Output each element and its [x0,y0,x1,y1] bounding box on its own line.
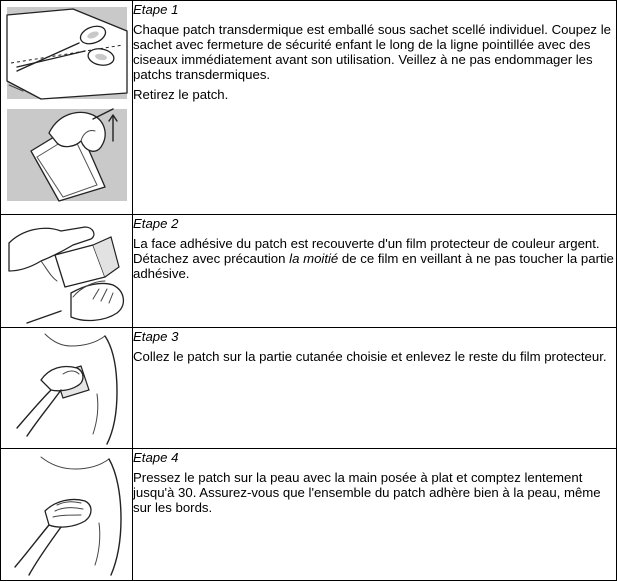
step-2-text-emphasis: la moitié [289,251,339,266]
step-2-title: Etape 2 [133,216,179,231]
hands-peeling-film-illustration [1,215,132,327]
step-4-illustration-cell [1,449,133,581]
step-3-text-cell [133,328,617,449]
step-1-paragraph-1: Chaque patch transdermique est emballé sous sachet scellé individuel. Coupez le sachet avec fermeture de sécurité enfant le long de la ligne pointillée avec des ciseaux immédiatement avant son utilisation. Veillez à ne pas endommager les patchs transdermiques. [133,22,611,82]
step-3-title: Etape 3 [133,329,179,344]
step-2-text-before: La face adhésive du patch est recouverte d'un film protecteur de couleur argent. Détachez avec précaution [133,236,600,266]
scissors-cutting-sachet-illustration [1,1,132,214]
step-row-1 [1,1,617,215]
hand-applying-patch-illustration [1,328,132,448]
hand-pressing-patch-illustration [1,449,132,580]
step-row-3 [1,328,617,449]
step-1-title: Etape 1 [133,2,179,17]
step-1-paragraph-2: Retirez le patch. [133,87,229,102]
step-1-illustration-cell [1,1,133,215]
step-4-paragraph: Pressez le patch sur la peau avec la main posée à plat et comptez lentement jusqu'à 30. Assurez-vous que l'ensemble du patch adhère bien à la peau, même sur les bords. [133,470,601,515]
step-1-text-cell [133,1,617,215]
step-2-paragraph [133,236,616,281]
step-2-illustration-cell [1,215,133,328]
step-4-title: Etape 4 [133,450,179,465]
step-3-paragraph: Collez le patch sur la partie cutanée choisie et enlevez le reste du film protecteur. [133,349,607,364]
step-2-text-cell [133,215,617,328]
step-row-2 [1,215,617,328]
step-2-text-after: de ce film en veillant à ne pas toucher la partie adhésive. [133,251,614,281]
step-4-text-cell [133,449,617,581]
step-row-4 [1,449,617,581]
step-3-illustration-cell [1,328,133,449]
